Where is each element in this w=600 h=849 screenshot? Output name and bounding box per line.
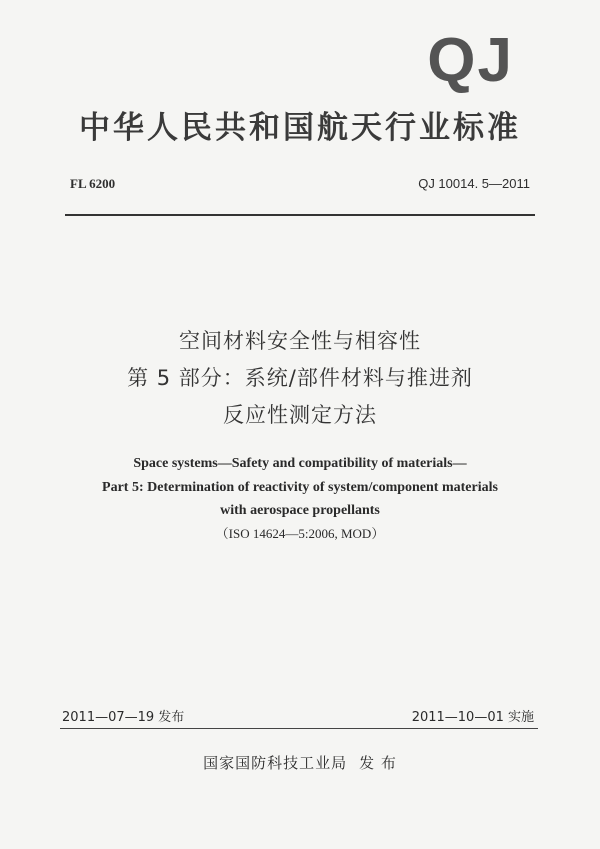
chinese-title-line-1: 空间材料安全性与相容性 bbox=[179, 329, 421, 353]
iso-reference: （ISO 14624—5:2006, MOD） bbox=[215, 526, 385, 541]
classification-code: FL 6200 bbox=[70, 176, 116, 191]
issue-date: 2011—07—19 发布 bbox=[62, 710, 185, 725]
standard-category-title: 中华人民共和国航天行业标准 bbox=[79, 110, 521, 146]
english-title-line-1: Space systems—Safety and compatibility of materials— bbox=[133, 456, 467, 471]
publisher-action: 发 布 bbox=[359, 754, 397, 772]
english-title-line-3: with aerospace propellants bbox=[220, 503, 380, 518]
chinese-title-line-2: 第 5 部分：系统/部件材料与推进剂 bbox=[127, 366, 473, 390]
chinese-title-line-3: 反应性测定方法 bbox=[223, 403, 377, 427]
footer-divider bbox=[60, 728, 538, 729]
publisher-name: 国家国防科技工业局 bbox=[203, 754, 348, 772]
implementation-date: 2011—10—01 实施 bbox=[411, 710, 534, 725]
publisher bbox=[0, 752, 600, 773]
english-title-line-2: Part 5: Determination of reactivity of system/component materials bbox=[102, 480, 498, 495]
standard-number: QJ 10014. 5—2011 bbox=[418, 176, 530, 191]
qj-logo: QJ bbox=[427, 26, 514, 95]
header-divider bbox=[65, 214, 535, 216]
